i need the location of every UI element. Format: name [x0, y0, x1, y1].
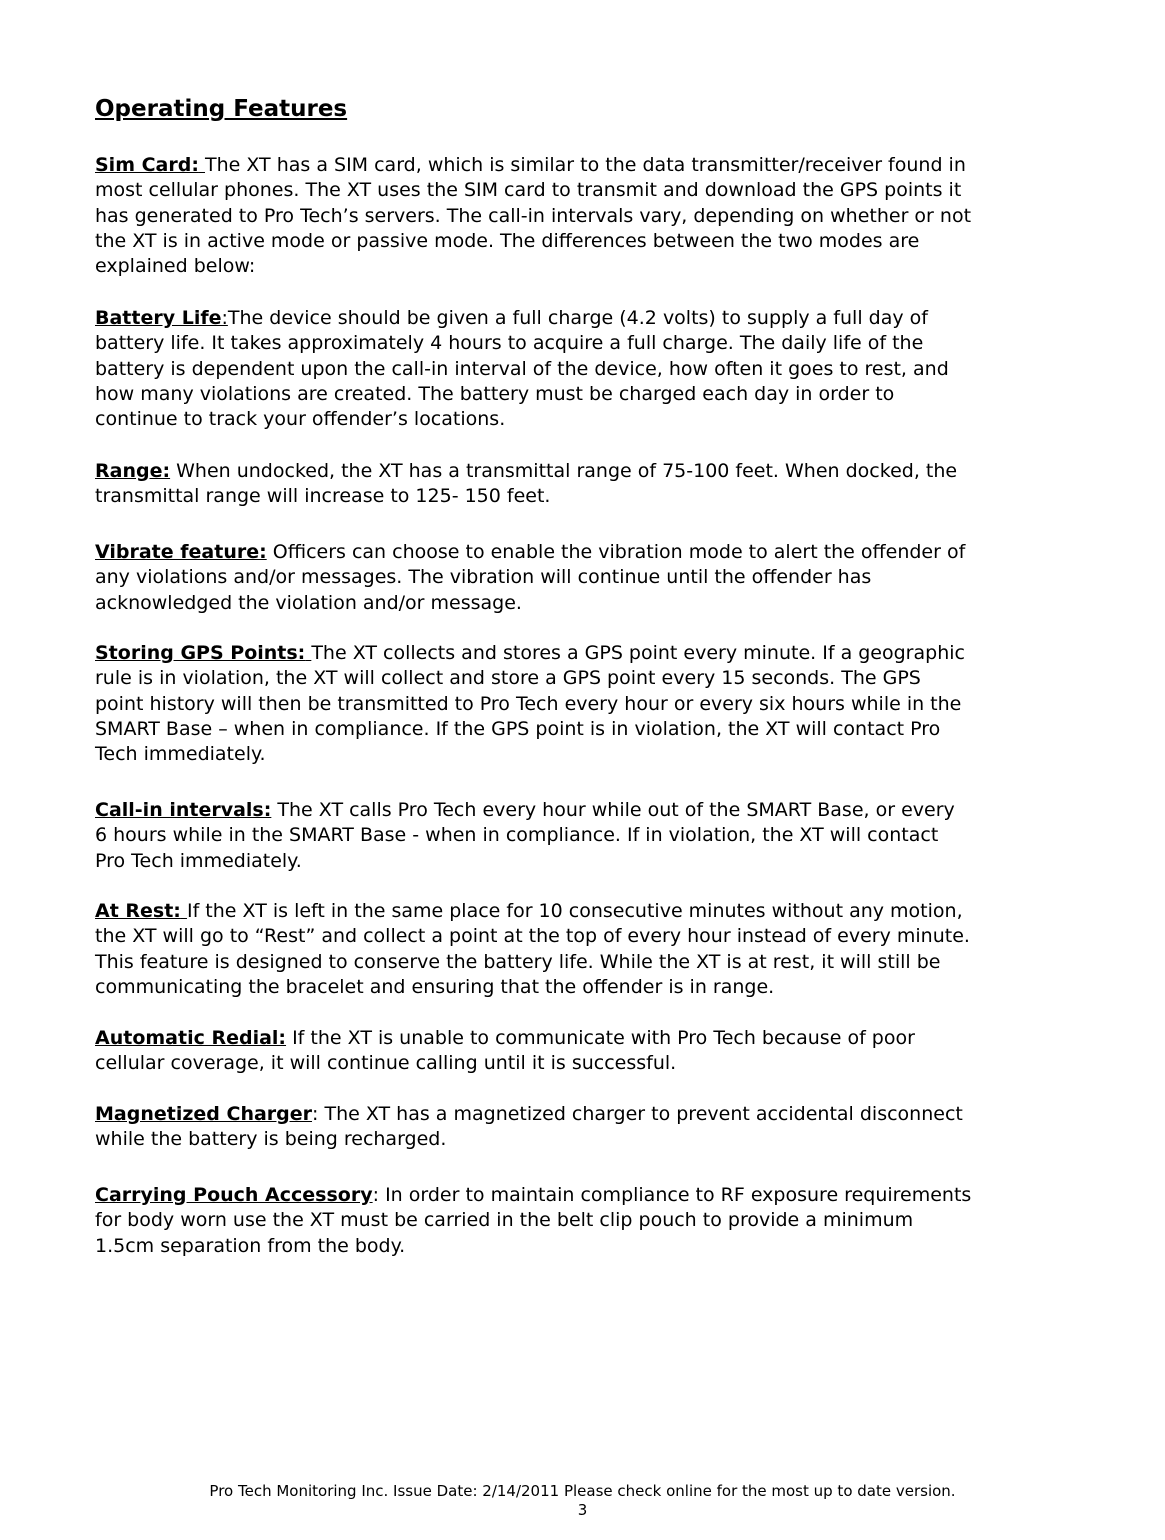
section-separator: :: [372, 1184, 386, 1206]
section-text: The XT calls Pro Tech every hour while out of the SMART Base, or every 6 hours while in the SMART Base - when in compliance. If in violation, the XT will contact Pro Tech immediately.: [95, 799, 955, 872]
section-separator: :: [221, 307, 228, 329]
page-footer: [0, 1482, 1165, 1520]
section-range: [95, 459, 1075, 510]
section-label: Battery Life: [95, 307, 222, 329]
section-text: The XT has a SIM card, which is similar to the data transmitter/receiver found in most cellular phones. The XT uses the SIM card to transmit and download the GPS points it has generated to Pro Tech’s servers. The call-in intervals vary, depending on whether or not the XT is in active mode or passive mode. The differences between the two modes are explained below:: [95, 154, 972, 278]
section-label: Vibrate feature:: [95, 541, 267, 563]
section-magnetized-charger: [95, 1102, 1075, 1153]
section-text: If the XT is unable to communicate with Pro Tech because of poor cellular coverage, it will continue calling until it is successful.: [95, 1027, 915, 1075]
section-storing-gps-points: [95, 641, 1075, 767]
section-text: When undocked, the XT has a transmittal range of 75-100 feet. When docked, the transmittal range will increase to 125- 150 feet.: [95, 460, 958, 508]
page-title: Operating Features: [95, 96, 348, 122]
section-label: Sim Card:: [95, 154, 199, 176]
section-automatic-redial: [95, 1026, 1075, 1077]
section-label: Carrying Pouch Accessory: [95, 1184, 373, 1206]
section-label: Range:: [95, 460, 171, 482]
section-text: The XT has a magnetized charger to prevent accidental disconnect while the battery is being recharged.: [95, 1103, 963, 1151]
section-label: Automatic Redial:: [95, 1027, 287, 1049]
section-label: Call-in intervals:: [95, 799, 272, 821]
section-label: Storing GPS Points:: [95, 642, 306, 664]
section-carrying-pouch-accessory: [95, 1183, 1075, 1259]
section-separator: :: [312, 1103, 325, 1125]
section-text: The device should be given a full charge (4.2 volts) to supply a full day of battery life. It takes approximately 4 hours to acquire a full charge. The daily life of the battery is dependent upon the call-in interval of the device, how often it goes to rest, and how many violations are created. The battery must be charged each day in order to continue to track your offender’s locations.: [95, 307, 949, 431]
footer-line: Pro Tech Monitoring Inc. Issue Date: 2/14/2011 Please check online for the most up to date version.: [209, 1482, 956, 1500]
section-call-in-intervals: [95, 798, 1075, 874]
section-text: If the XT is left in the same place for 10 consecutive minutes without any motion, the XT will go to “Rest” and collect a point at the top of every hour instead of every minute. This feature is designed to conserve the battery life. While the XT is at rest, it will still be communicating the bracelet and ensuring that the offender is in range.: [95, 900, 970, 998]
section-label: At Rest:: [95, 900, 181, 922]
section-text: Officers can choose to enable the vibration mode to alert the offender of any violations and/or messages. The vibration will continue until the offender has acknowledged the violation and/or message.: [95, 541, 966, 614]
section-text: In order to maintain compliance to RF exposure requirements for body worn use the XT must be carried in the belt clip pouch to provide a minimum 1.5cm separation from the body.: [95, 1184, 972, 1257]
page-number: 3: [577, 1501, 588, 1519]
section-text: The XT collects and stores a GPS point every minute. If a geographic rule is in violation, the XT will collect and store a GPS point every 15 seconds. The GPS point history will then be transmitted to Pro Tech every hour or every six hours while in the SMART Base – when in compliance. If the GPS point is in violation, the XT will contact Pro Tech immediately.: [95, 642, 965, 766]
section-vibrate-feature: [95, 540, 1075, 616]
section-battery-life: [95, 306, 1075, 432]
section-label: Magnetized Charger: [95, 1103, 313, 1125]
section-sim-card: [95, 153, 1075, 279]
section-at-rest: [95, 899, 1075, 1000]
